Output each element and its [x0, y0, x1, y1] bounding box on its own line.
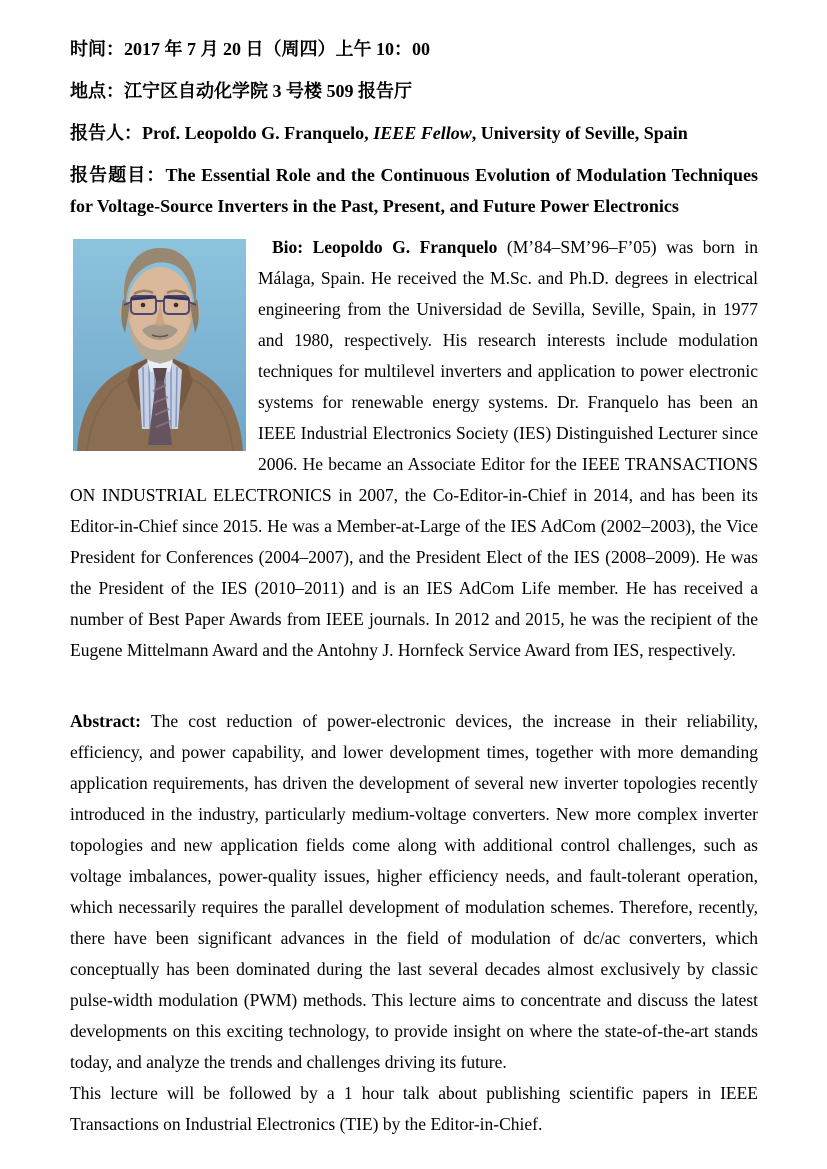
- abstract-paragraph: [70, 706, 758, 1078]
- speaker-line: [70, 118, 758, 149]
- time-value: 2017 年 7 月 20 日（周四）上午 10：00: [124, 39, 430, 59]
- speaker-name: Prof. Leopoldo G. Franquelo,: [142, 123, 374, 143]
- location-line: [70, 76, 758, 107]
- location-label: 地点：: [70, 81, 124, 101]
- bio-speaker-name: Leopoldo G. Franquelo: [312, 237, 498, 257]
- location-value: 江宁区自动化学院 3 号楼 509 报告厅: [124, 81, 412, 101]
- abstract-text: The cost reduction of power-electronic devices, the increase in their reliability, efficiency, and power capability, and lower development times, together with more demanding application requirements, has driven the development of several new inverter topologies recently introduced in the industry, particularly medium-voltage converters. New more complex inverter topologies and new application fields come along with additional control challenges, such as voltage imbalances, power-quality issues, higher efficiency needs, and fault-tolerant operation, which necessarily requires the parallel development of modulation schemes. Therefore, recently, there have been significant advances in the field of modulation of dc/ac converters, which conceptually has been dominated during the last several decades almost exclusively by classic pulse-width modulation (PWM) methods. This lecture aims to concentrate and discuss the latest developments on this exciting technology, to provide insight on where the state-of-the-art stands today, and analyze the trends and challenges driving its future.: [70, 711, 758, 1072]
- talk-title-value: The Essential Role and the Continuous Evolution of Modulation Techniques for Voltage-Source Inverters in the Past, Present, and Future Power Electronics: [70, 165, 758, 216]
- bio-text: (M’84–SM’96–F’05) was born in Málaga, Spain. He received the M.Sc. and Ph.D. degrees in electrical engineering from the Universidad de Sevilla, Seville, Spain, in 1977 and 1980, respectively. His research interests include modulation techniques for multilevel inverters and application to power electronic systems for renewable energy systems. Dr. Franquelo has been an IEEE Industrial Electronics Society (IES) Distinguished Lecturer since 2006. He became an Associate Editor for the IEEE TRANSACTIONS ON INDUSTRIAL ELECTRONICS in 2007, the Co-Editor-in-Chief in 2014, and has been its Editor-in-Chief since 2015. He was a Member-at-Large of the IES AdCom (2002–2003), the Vice President for Conferences (2004–2007), and the President Elect of the IES (2008–2009). He was the President of the IES (2010–2011) and is an IES AdCom Life member. He has received a number of Best Paper Awards from IEEE journals. In 2012 and 2015, he was the recipient of the Eugene Mittelmann Award and the Antohny J. Hornfeck Service Award from IES, respectively.: [70, 237, 758, 660]
- speaker-label: 报告人：: [70, 123, 142, 143]
- bio-label: Bio:: [272, 237, 313, 257]
- bio-section: [70, 232, 758, 666]
- speaker-fellow-title: IEEE Fellow: [373, 123, 472, 143]
- time-label: 时间：: [70, 39, 124, 59]
- talk-title-line: [70, 160, 758, 222]
- speaker-photo: [73, 239, 246, 451]
- followup-paragraph: This lecture will be followed by a 1 hour talk about publishing scientific papers in IEEE Transactions on Industrial Electronics (TIE) by the Editor-in-Chief.: [70, 1083, 758, 1134]
- abstract-label: Abstract:: [70, 711, 151, 731]
- time-line: [70, 34, 758, 65]
- speaker-affiliation: , University of Seville, Spain: [471, 123, 688, 143]
- talk-title-label: 报告题目：: [70, 165, 166, 185]
